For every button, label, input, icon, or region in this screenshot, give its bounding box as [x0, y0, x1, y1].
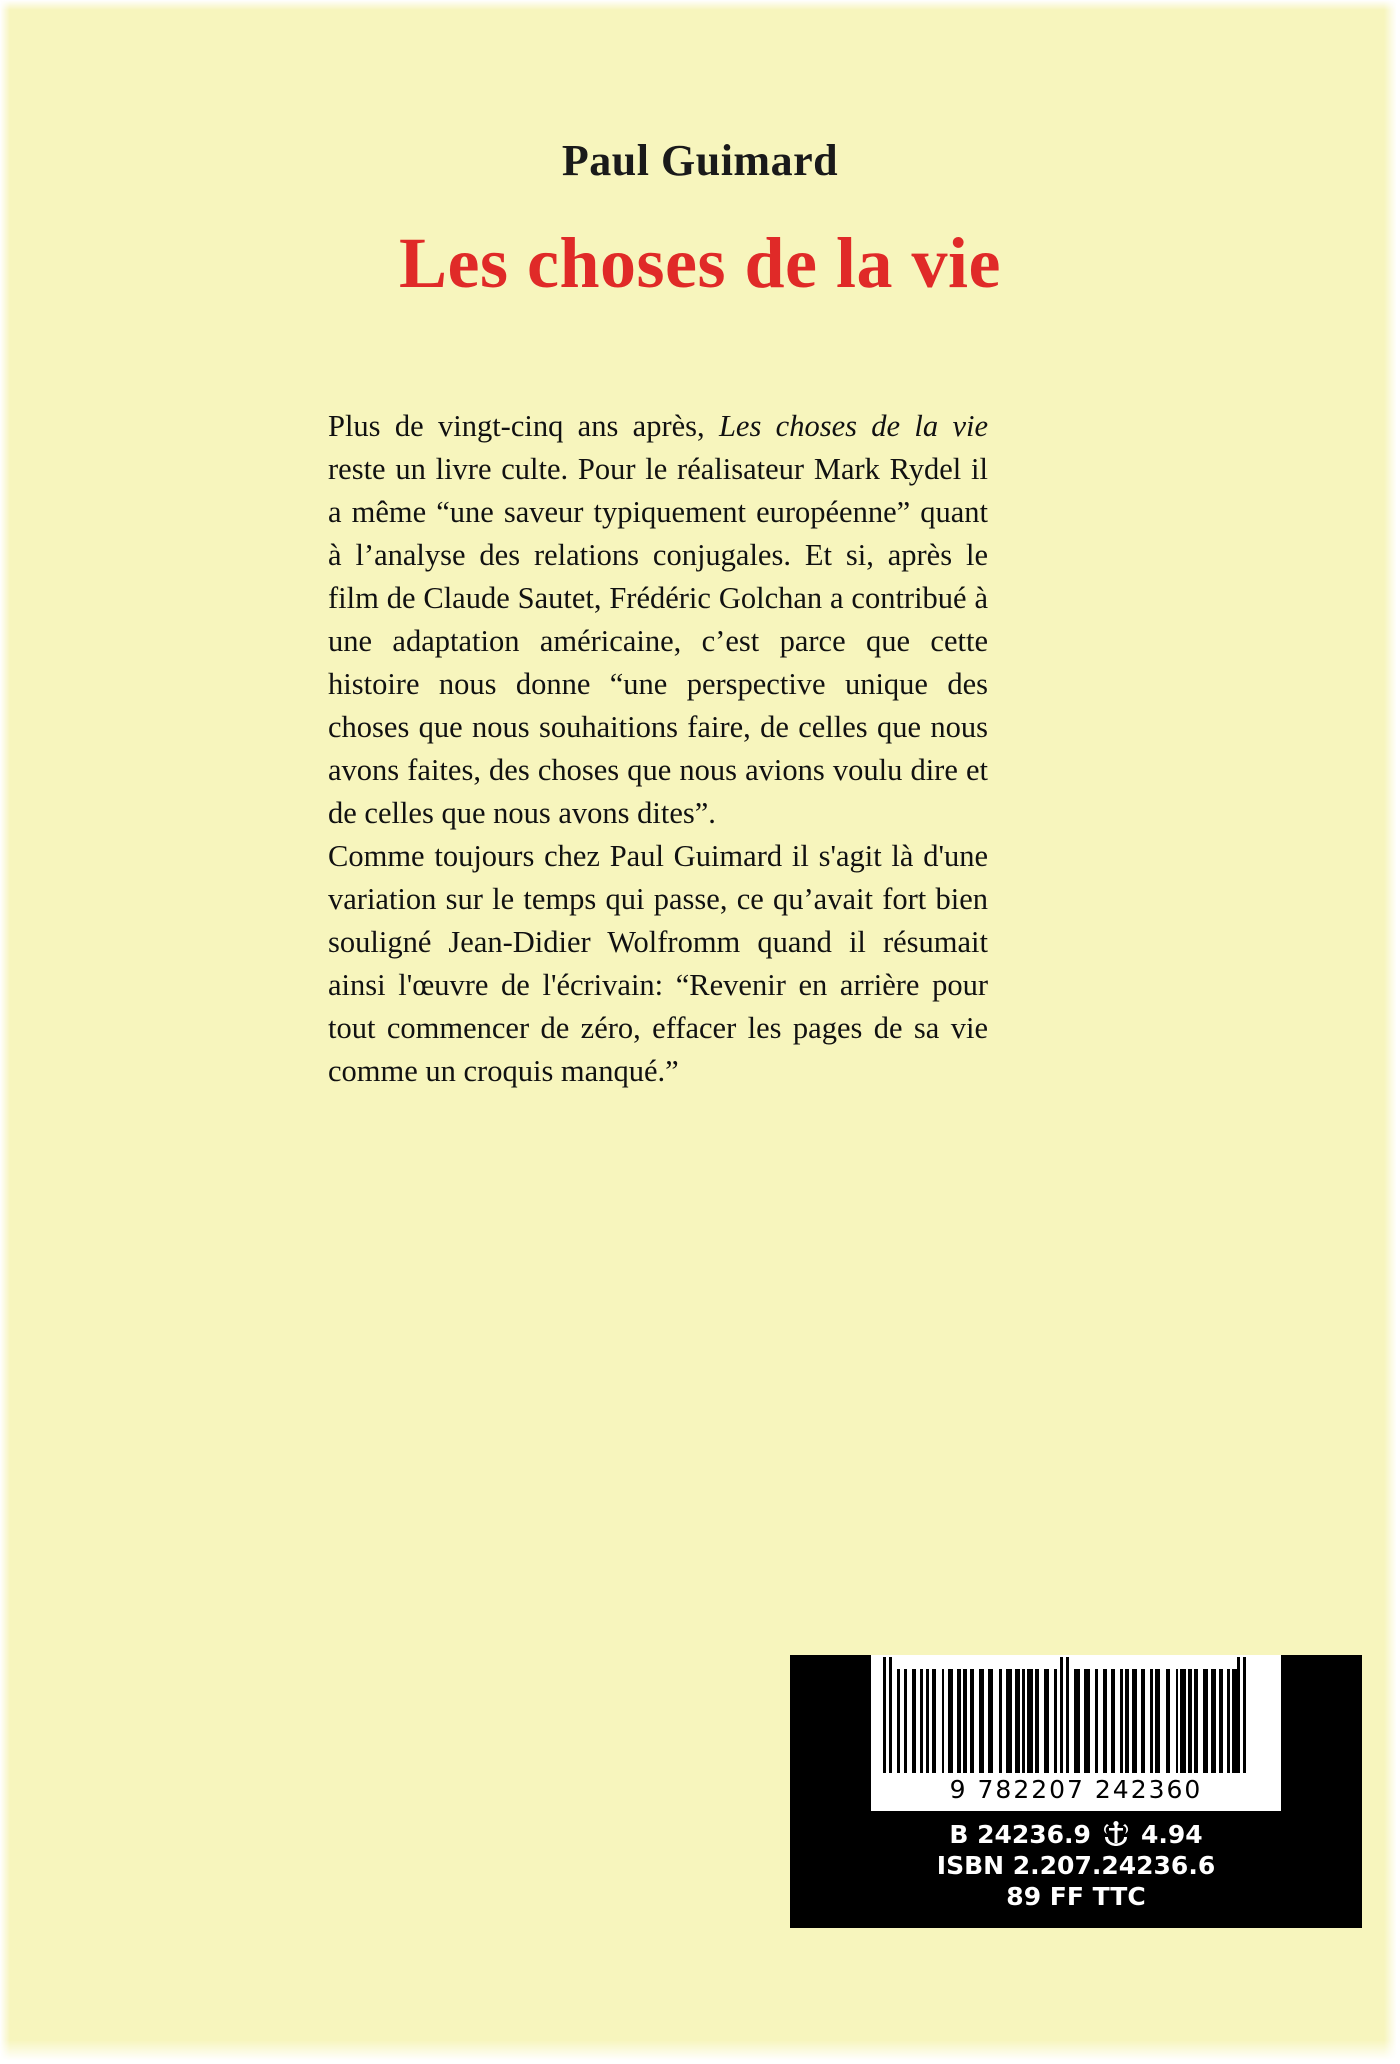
back-cover-blurb	[328, 405, 988, 1093]
blurb-p1-part1: Plus de vingt-cinq ans après,	[328, 409, 719, 443]
blurb-paragraph-1	[328, 405, 988, 835]
blurb-paragraph-2: Comme toujours chez Paul Guimard il s'agit là d'une variation sur le temps qui passe, ce qu’avait fort bien souligné Jean-Didier Wolfromm quand il résumait ainsi l'œuvre de l'écrivain: “Revenir en arrière pour tout commencer de zéro, effacer les pages de sa vie comme un croquis manqué.”	[328, 839, 988, 1088]
barcode-bars	[883, 1669, 1269, 1773]
paper-edge-right	[1384, 0, 1400, 2064]
barcode-date: 4.94	[1140, 1820, 1203, 1849]
book-title: Les choses de la vie	[399, 223, 1001, 303]
anchor-dolphin-icon	[1101, 1821, 1131, 1849]
isbn-line: ISBN 2.207.24236.6	[936, 1851, 1216, 1880]
blurb-p1-part2: reste un livre culte. Pour le réalisateur Mark Rydel il a même “une saveur typiquement européenne” quant à l’analyse des relations conjugales. Et si, après le film de Claude Sautet, Frédéric Golchan a contribué à une adaptation américaine, c’est parce que cette histoire nous donne “une perspective unique des choses que nous souhaitions faire, de celles que nous avons faites, des choses que nous avions voulu dire et de celles que nous avons dites”.	[328, 452, 988, 830]
barcode-info	[790, 1811, 1362, 1928]
barcode-reference: B 24236.9	[949, 1820, 1091, 1849]
barcode-bar	[1243, 1657, 1246, 1773]
paper-edge-top	[0, 0, 1400, 10]
price-line: 89 FF TTC	[1006, 1882, 1146, 1911]
blurb-p1-title-italic: Les choses de la vie	[718, 409, 989, 443]
author-name: Paul Guimard	[561, 136, 839, 185]
paper-edge-left	[0, 0, 10, 2064]
paper-edge-bottom	[0, 2040, 1400, 2064]
barcode-info-line-1	[790, 1819, 1362, 1850]
barcode-graphic	[871, 1655, 1281, 1811]
barcode-block	[790, 1655, 1362, 1928]
barcode-number: 9 782207 242360	[949, 1775, 1203, 1804]
